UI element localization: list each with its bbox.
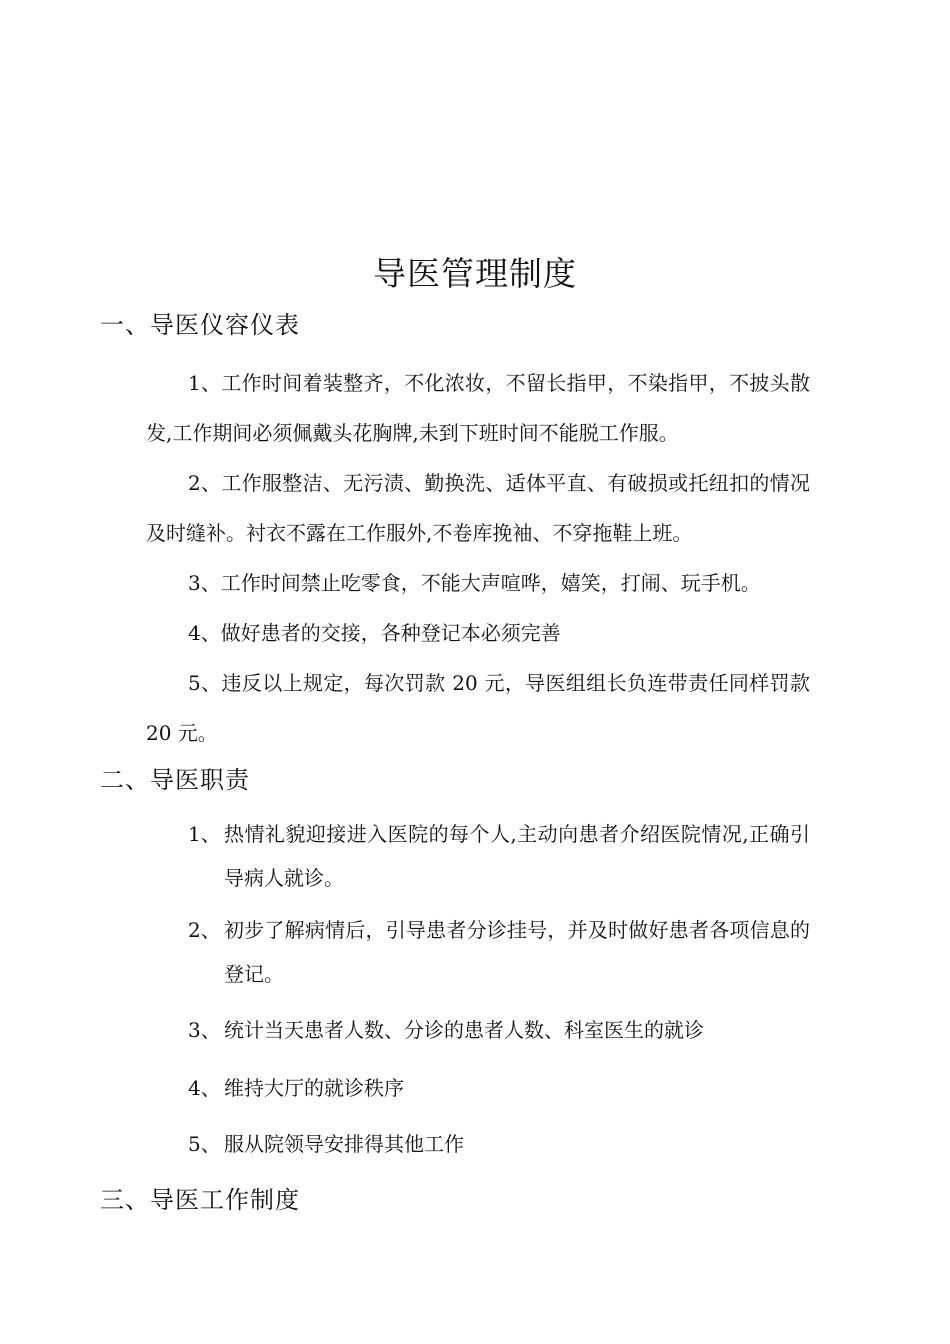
duty-item-text: 初步了解病情后，引导患者分诊挂号，并及时做好患者各项信息的登记。 [224,918,810,986]
section-heading-3: 三、导医工作制度 [100,1186,300,1214]
duty-item-number: 1、 [188,822,221,846]
duty-item-5 [188,1122,810,1166]
duty-item-text: 热情礼貌迎接进入医院的每个人,主动向患者介绍医院情况,正确引导病人就诊。 [224,822,810,890]
duty-item-4 [188,1066,810,1110]
document-title: 导医管理制度 [373,254,577,293]
duty-item-text: 统计当天患者人数、分诊的患者人数、科室医生的就诊 [224,1018,704,1042]
duty-item-3 [188,1008,810,1052]
duty-item-1 [188,812,810,900]
section-1-paragraph-3: 3、工作时间禁止吃零食，不能大声喧哗，嬉笑，打闹、玩手机。 [188,571,761,595]
section-heading-2: 二、导医职责 [100,766,250,794]
section-heading-1: 一、导医仪容仪表 [100,311,300,339]
duty-item-text: 维持大厅的就诊秩序 [224,1076,404,1100]
duty-item-text: 服从院领导安排得其他工作 [224,1132,464,1156]
section-1-paragraph-5: 5、违反以上规定，每次罚款 20 元，导医组组长负连带责任同样罚款 20 元。 [146,671,810,745]
duty-item-2 [188,908,810,996]
section-1-paragraph-2: 2、工作服整洁、无污渍、勤换洗、适体平直、有破损或托纽扣的情况及时缝补。衬衣不露在工作服外,不卷库挽袖、不穿拖鞋上班。 [146,471,810,545]
duty-item-number: 4、 [188,1076,221,1100]
duty-item-number: 3、 [188,1018,221,1042]
duty-item-number: 2、 [188,918,221,942]
duty-item-number: 5、 [188,1132,221,1156]
section-1-paragraph-1: 1、工作时间着装整齐，不化浓妆，不留长指甲，不染指甲，不披头散发,工作期间必须佩戴头花胸牌,未到下班时间不能脱工作服。 [146,371,810,445]
section-1-paragraph-4: 4、做好患者的交接，各种登记本必须完善 [188,621,561,645]
